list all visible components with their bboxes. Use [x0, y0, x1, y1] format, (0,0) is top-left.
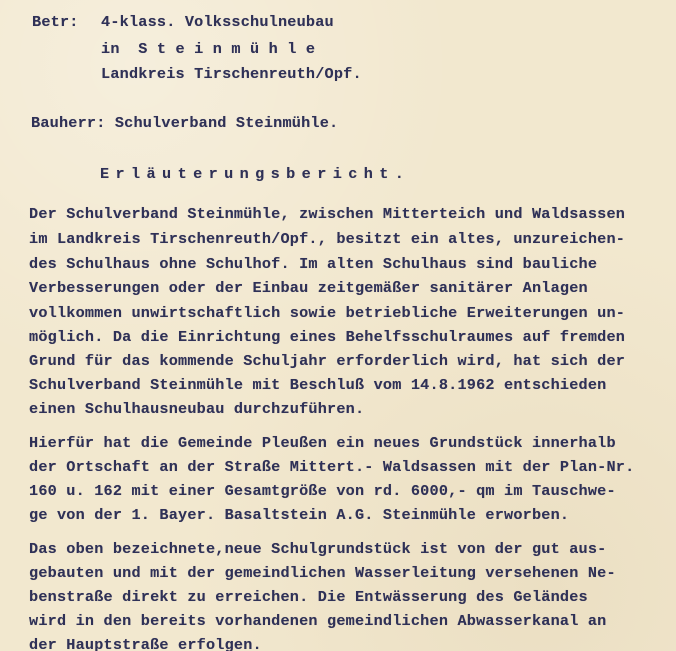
paragraph-2-line-4: ge von der 1. Bayer. Basaltstein A.G. Steinmühle erworben. — [29, 506, 570, 524]
paragraph-1-line-7: Grund für das kommende Schuljahr erforderlich wird, hat sich der — [29, 352, 626, 370]
paragraph-1-line-9: einen Schulhausneubau durchzuführen. — [29, 400, 365, 418]
betr-label: Betr: — [32, 13, 79, 31]
paragraph-3-line-1: Das oben bezeichnete,neue Schulgrundstück ist von der gut aus- — [29, 540, 607, 558]
paragraph-3-line-2: gebauten und mit der gemeindlichen Wasserleitung versehenen Ne- — [29, 564, 616, 582]
paragraph-1-line-2: im Landkreis Tirschenreuth/Opf., besitzt ein altes, unzureichen- — [29, 230, 626, 248]
paragraph-3-line-3: benstraße direkt zu erreichen. Die Entwässerung des Geländes — [29, 588, 588, 606]
paragraph-1-line-4: Verbesserungen oder der Einbau zeitgemäßer sanitärer Anlagen — [29, 279, 588, 297]
paragraph-1-line-6: möglich. Da die Einrichtung eines Behelfsschulraumes auf fremden — [29, 328, 626, 346]
bauherr-line: Bauherr: Schulverband Steinmühle. — [31, 114, 339, 132]
betr-line-2: in S t e i n m ü h l e — [101, 40, 316, 58]
betr-line-1: 4-klass. Volksschulneubau — [101, 13, 334, 31]
paragraph-3-line-5: der Hauptstraße erfolgen. — [29, 636, 262, 651]
paragraph-3-line-4: wird in den bereits vorhandenen gemeindlichen Abwasserkanal an — [29, 612, 607, 630]
paragraph-1-line-3: des Schulhaus ohne Schulhof. Im alten Schulhaus sind bauliche — [29, 255, 598, 273]
betr-line-3: Landkreis Tirschenreuth/Opf. — [101, 65, 362, 83]
paragraph-1-line-1: Der Schulverband Steinmühle, zwischen Mitterteich und Waldsassen — [29, 205, 626, 223]
document-title: Erläuterungsbericht. — [100, 165, 411, 183]
paragraph-2-line-3: 160 u. 162 mit einer Gesamtgröße von rd. 6000,- qm im Tauschwe- — [29, 482, 616, 500]
paragraph-1-line-8: Schulverband Steinmühle mit Beschluß vom 14.8.1962 entschieden — [29, 376, 607, 394]
paragraph-2-line-1: Hierfür hat die Gemeinde Pleußen ein neues Grundstück innerhalb — [29, 434, 616, 452]
paragraph-2-line-2: der Ortschaft an der Straße Mittert.- Waldsassen mit der Plan-Nr. — [29, 458, 635, 476]
paragraph-1-line-5: vollkommen unwirtschaftlich sowie betriebliche Erweiterungen un- — [29, 304, 626, 322]
